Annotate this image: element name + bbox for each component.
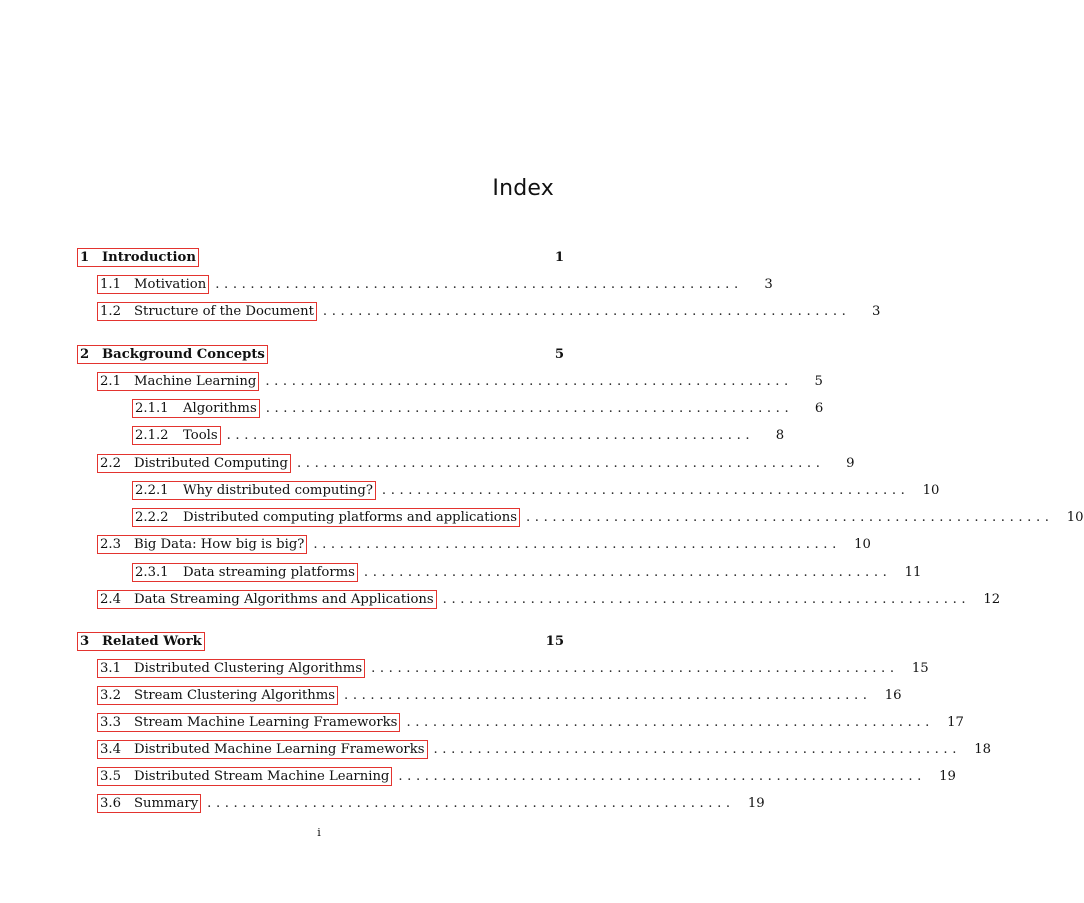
toc-link[interactable] [97,454,291,473]
toc-number: 3.4 [100,741,121,757]
toc-leader-dots: ............................................................ [322,303,851,319]
toc-leader-dots: ............................................................ [226,427,755,443]
toc-entry [77,369,823,393]
toc-label: Stream Machine Learning Frameworks [134,714,398,730]
toc-entry [77,532,871,556]
toc-number: 2.3 [100,536,121,552]
toc-link[interactable] [97,372,259,391]
toc-label: Distributed Computing [134,455,288,471]
toc-page-number: 10 [1066,509,1084,525]
toc-entry [77,683,902,707]
toc-page-number: 15 [545,633,564,649]
toc-label: Data streaming platforms [183,564,355,580]
toc-label: Tools [183,427,218,443]
toc-number: 1 [80,249,90,265]
toc-label: Algorithms [183,400,257,416]
toc-page-number: 8 [775,427,785,443]
toc-leader-dots: ............................................................ [215,276,743,292]
toc-link[interactable] [97,590,437,609]
toc-leader-dots: ............................................................ [381,482,910,498]
toc-entry [77,587,1001,611]
toc-leader-dots: ............................................................ [207,795,735,811]
toc-leader-dots: ............................................................ [442,591,971,607]
toc-label: Distributed computing platforms and applications [183,509,518,525]
toc-number: 3.1 [100,660,121,676]
toc-label: Stream Clustering Algorithms [134,687,336,703]
toc-label: Motivation [134,276,207,292]
toc-page-number: 17 [947,714,964,730]
toc-entry [77,737,992,761]
toc-entry [77,451,855,475]
toc-number: 2.2 [100,455,121,471]
toc-link[interactable] [97,794,201,813]
toc-number: 2 [80,346,90,362]
toc-link[interactable] [97,713,400,732]
toc-label: Big Data: How big is big? [134,536,305,552]
toc-entry [77,629,564,653]
toc-label: Related Work [102,633,202,649]
toc-link[interactable] [97,302,317,321]
toc-number: 2.3.1 [135,564,169,580]
toc-entry [77,272,773,296]
toc-page-number: 18 [974,741,992,757]
toc-label: Data Streaming Algorithms and Applications [134,591,434,607]
toc-leader-dots: ............................................................ [265,400,794,416]
toc-number: 2.1.2 [135,427,169,443]
toc-page-number: 10 [922,482,940,498]
toc-entry [77,342,564,366]
toc-label: Why distributed computing? [183,482,373,498]
toc-link[interactable] [132,508,520,527]
toc-page-number: 19 [939,768,956,784]
page-number-footer: i [317,826,321,839]
toc-label: Background Concepts [102,346,265,362]
toc-link[interactable] [77,248,199,267]
toc-number: 2.1.1 [135,400,169,416]
toc-number: 1.2 [100,303,121,319]
toc-leader-dots: ............................................................ [526,509,1054,525]
toc-link[interactable] [132,563,358,582]
toc-number: 2.4 [100,591,121,607]
toc-page-number: 19 [747,795,765,811]
toc-leader-dots: ............................................................ [313,536,841,552]
toc-leader-dots: ............................................................ [296,455,825,471]
toc-page-number: 12 [983,591,1001,607]
toc-number: 3.5 [100,768,121,784]
toc-number: 2.1 [100,373,121,389]
toc-entry [77,478,940,502]
toc-entry [77,299,881,323]
toc-entry [77,396,824,420]
toc-number: 3.2 [100,687,121,703]
toc-leader-dots: ............................................................ [433,741,962,757]
toc-link[interactable] [77,632,205,651]
toc-link[interactable] [97,275,209,294]
toc-link[interactable] [97,740,428,759]
toc-entry [77,764,956,788]
toc-entry [77,656,929,680]
toc-link[interactable] [132,426,221,445]
toc-leader-dots: ............................................................ [398,768,926,784]
toc-link[interactable] [97,686,338,705]
toc-number: 2.2.1 [135,482,169,498]
toc-page-number: 15 [911,660,929,676]
toc-leader-dots: ............................................................ [363,564,892,580]
toc-link[interactable] [132,399,260,418]
toc-page-number: 5 [814,373,823,389]
toc-label: Introduction [102,249,196,265]
toc-entry [77,505,1084,529]
toc-page-number: 11 [904,564,922,580]
toc-entry [77,710,964,734]
toc-number: 3.3 [100,714,121,730]
page-title: Index [492,176,554,201]
toc-entry [77,245,564,269]
toc-number: 3 [80,633,90,649]
toc-entry [77,791,765,815]
toc-leader-dots: ............................................................ [344,687,872,703]
toc-link[interactable] [97,659,365,678]
toc-entry [77,423,785,447]
toc-entry [77,560,922,584]
toc-page-number: 6 [814,400,824,416]
toc-page-number: 3 [872,303,881,319]
toc-link[interactable] [97,767,392,786]
toc-link[interactable] [132,481,376,500]
toc-leader-dots: ............................................................ [371,660,899,676]
toc-label: Distributed Stream Machine Learning [134,768,390,784]
toc-number: 1.1 [100,276,121,292]
toc-page-number: 16 [884,687,902,703]
toc-number: 3.6 [100,795,121,811]
toc-label: Distributed Machine Learning Frameworks [134,741,425,757]
toc-label: Machine Learning [134,373,257,389]
toc-page-number: 1 [554,249,564,265]
toc-link[interactable] [77,345,268,364]
toc-page-number: 10 [854,536,871,552]
toc-number: 2.2.2 [135,509,169,525]
toc-link[interactable] [97,535,307,554]
toc-page-number: 5 [554,346,564,362]
toc-leader-dots: ............................................................ [265,373,793,389]
toc-label: Structure of the Document [134,303,314,319]
toc-page-number: 9 [846,455,855,471]
toc-label: Distributed Clustering Algorithms [134,660,363,676]
toc-page-number: 3 [764,276,773,292]
toc-label: Summary [134,795,199,811]
toc-leader-dots: ............................................................ [406,714,934,730]
